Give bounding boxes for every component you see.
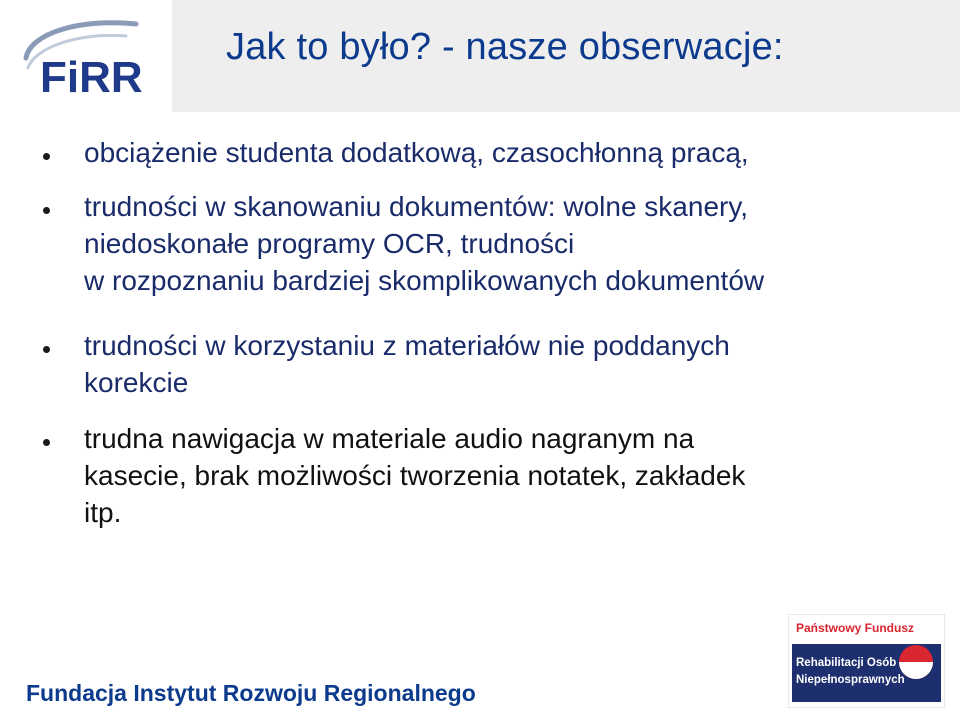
bullet-dot — [43, 439, 50, 446]
bullet-line: niedoskonałe programy OCR, trudności — [84, 228, 575, 259]
bullet-line: kasecie, brak możliwości tworzenia notatek, zakładek — [84, 460, 746, 491]
pfron-line3: Niepełnosprawnych — [796, 674, 905, 686]
bullet-line: itp. — [84, 497, 122, 528]
bullet-item-3 — [84, 327, 944, 401]
bullet-item-4 — [84, 420, 944, 531]
pfron-line1: Państwowy Fundusz — [796, 621, 915, 635]
bullet-item-2 — [84, 188, 944, 299]
logo-text: FiRR — [40, 53, 143, 98]
page-title: Jak to było? - nasze obserwacje: — [226, 26, 784, 68]
bullet-line: obciążenie studenta dodatkową, czasochłonną pracą, — [84, 137, 749, 168]
bullet-line: korekcie — [84, 367, 189, 398]
pfron-logo — [788, 614, 945, 708]
bullet-item-1 — [84, 134, 944, 171]
bullet-dot — [43, 346, 50, 353]
firr-logo — [18, 14, 168, 98]
bullet-dot — [43, 153, 50, 160]
bullet-line: trudności w skanowaniu dokumentów: wolne skanery, — [84, 191, 749, 222]
pfron-line2: Rehabilitacji Osób — [796, 657, 897, 669]
bullet-line: trudności w korzystaniu z materiałów nie poddanych — [84, 330, 730, 361]
bullet-dot — [43, 207, 50, 214]
footer-organization-name: Fundacja Instytut Rozwoju Regionalnego — [26, 680, 476, 706]
bullet-line: trudna nawigacja w materiale audio nagranym na — [84, 423, 695, 454]
bullet-line: w rozpoznaniu bardziej skomplikowanych dokumentów — [84, 265, 765, 296]
